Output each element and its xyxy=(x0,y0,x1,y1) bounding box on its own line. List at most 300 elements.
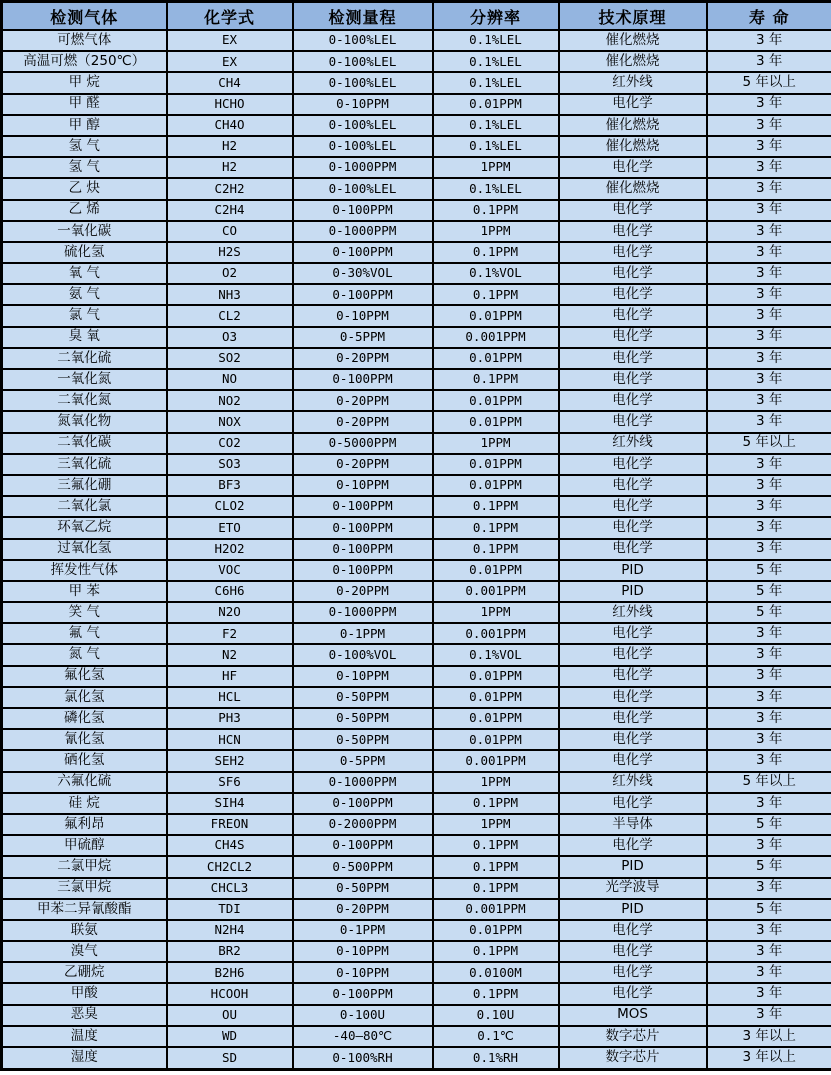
formula-cell: CLO2 xyxy=(167,496,293,517)
gas-name-cell: 氟化氢 xyxy=(2,666,167,687)
table-row xyxy=(2,30,831,51)
resolution-cell: 0.0100M xyxy=(433,962,559,983)
range-cell: 0-100PPM xyxy=(293,983,433,1004)
formula-cell: F2 xyxy=(167,623,293,644)
lifespan-cell: 5 年 xyxy=(707,581,831,602)
range-cell: 0-1PPM xyxy=(293,920,433,941)
principle-cell: 催化燃烧 xyxy=(559,30,707,51)
principle-cell: 电化学 xyxy=(559,348,707,369)
table-row xyxy=(2,1026,831,1047)
gas-name-cell: 二氧化氯 xyxy=(2,496,167,517)
range-cell: 0-500PPM xyxy=(293,856,433,877)
principle-cell: PID xyxy=(559,581,707,602)
range-cell: 0-100PPM xyxy=(293,242,433,263)
range-cell: 0-100PPM xyxy=(293,539,433,560)
range-cell: 0-1000PPM xyxy=(293,157,433,178)
resolution-cell: 0.01PPM xyxy=(433,729,559,750)
gas-name-cell: 甲 醛 xyxy=(2,94,167,115)
table-row xyxy=(2,750,831,771)
table-row xyxy=(2,157,831,178)
gas-name-cell: 硒化氢 xyxy=(2,750,167,771)
lifespan-cell: 3 年 xyxy=(707,242,831,263)
range-cell: 0-20PPM xyxy=(293,348,433,369)
principle-cell: 催化燃烧 xyxy=(559,178,707,199)
table-row xyxy=(2,835,831,856)
principle-cell: 电化学 xyxy=(559,157,707,178)
lifespan-cell: 3 年 xyxy=(707,136,831,157)
table-row xyxy=(2,941,831,962)
formula-cell: WD xyxy=(167,1026,293,1047)
principle-cell: 光学波导 xyxy=(559,878,707,899)
principle-cell: 电化学 xyxy=(559,496,707,517)
resolution-cell: 1PPM xyxy=(433,772,559,793)
table-row xyxy=(2,602,831,623)
formula-cell: H2 xyxy=(167,136,293,157)
lifespan-cell: 3 年 xyxy=(707,941,831,962)
principle-cell: 催化燃烧 xyxy=(559,51,707,72)
gas-name-cell: 硫化氢 xyxy=(2,242,167,263)
resolution-cell: 0.001PPM xyxy=(433,581,559,602)
table-row xyxy=(2,899,831,920)
lifespan-cell: 3 年 xyxy=(707,878,831,899)
principle-cell: 电化学 xyxy=(559,94,707,115)
resolution-cell: 0.01PPM xyxy=(433,305,559,326)
table-row xyxy=(2,348,831,369)
principle-cell: 电化学 xyxy=(559,687,707,708)
principle-cell: 电化学 xyxy=(559,983,707,1004)
header-row xyxy=(2,2,831,31)
lifespan-cell: 3 年 xyxy=(707,983,831,1004)
table-row xyxy=(2,1005,831,1026)
table-row xyxy=(2,856,831,877)
lifespan-cell: 5 年 xyxy=(707,899,831,920)
formula-cell: CH4 xyxy=(167,72,293,93)
gas-name-cell: 甲酸 xyxy=(2,983,167,1004)
gas-name-cell: 甲 苯 xyxy=(2,581,167,602)
gas-name-cell: 环氧乙烷 xyxy=(2,517,167,538)
range-cell: 0-100%LEL xyxy=(293,30,433,51)
lifespan-cell: 3 年 xyxy=(707,178,831,199)
table-row xyxy=(2,390,831,411)
lifespan-cell: 5 年 xyxy=(707,856,831,877)
principle-cell: 催化燃烧 xyxy=(559,115,707,136)
range-cell: 0-5PPM xyxy=(293,750,433,771)
resolution-cell: 0.01PPM xyxy=(433,454,559,475)
resolution-cell: 0.01PPM xyxy=(433,348,559,369)
gas-name-cell: 氧 气 xyxy=(2,263,167,284)
formula-cell: CH4O xyxy=(167,115,293,136)
range-cell: 0-10PPM xyxy=(293,475,433,496)
range-cell: 0-2000PPM xyxy=(293,814,433,835)
gas-name-cell: 氯化氢 xyxy=(2,687,167,708)
resolution-cell: 0.01PPM xyxy=(433,475,559,496)
gas-name-cell: 温度 xyxy=(2,1026,167,1047)
principle-cell: 电化学 xyxy=(559,835,707,856)
formula-cell: SO3 xyxy=(167,454,293,475)
gas-name-cell: 三氯甲烷 xyxy=(2,878,167,899)
range-cell: 0-20PPM xyxy=(293,411,433,432)
table-row xyxy=(2,581,831,602)
gas-name-cell: 氨 气 xyxy=(2,284,167,305)
resolution-cell: 0.01PPM xyxy=(433,687,559,708)
resolution-cell: 0.1PPM xyxy=(433,517,559,538)
gas-name-cell: 氯 气 xyxy=(2,305,167,326)
range-cell: 0-50PPM xyxy=(293,878,433,899)
gas-name-cell: 磷化氢 xyxy=(2,708,167,729)
lifespan-cell: 5 年 xyxy=(707,814,831,835)
table-row xyxy=(2,284,831,305)
principle-cell: 数字芯片 xyxy=(559,1026,707,1047)
table-row xyxy=(2,369,831,390)
lifespan-cell: 3 年 xyxy=(707,305,831,326)
principle-cell: 电化学 xyxy=(559,644,707,665)
lifespan-cell: 3 年 xyxy=(707,920,831,941)
table-row xyxy=(2,454,831,475)
principle-cell: PID xyxy=(559,899,707,920)
range-cell: 0-100%LEL xyxy=(293,136,433,157)
gas-name-cell: 乙 炔 xyxy=(2,178,167,199)
table-row xyxy=(2,666,831,687)
resolution-cell: 0.1PPM xyxy=(433,793,559,814)
lifespan-cell: 3 年 xyxy=(707,284,831,305)
gas-name-cell: 三氟化硼 xyxy=(2,475,167,496)
resolution-cell: 0.01PPM xyxy=(433,390,559,411)
resolution-cell: 0.001PPM xyxy=(433,750,559,771)
table-row xyxy=(2,517,831,538)
gas-name-cell: 挥发性气体 xyxy=(2,560,167,581)
resolution-cell: 0.01PPM xyxy=(433,920,559,941)
range-cell: 0-50PPM xyxy=(293,729,433,750)
table-row xyxy=(2,94,831,115)
resolution-cell: 0.1PPM xyxy=(433,983,559,1004)
gas-name-cell: 氮 气 xyxy=(2,644,167,665)
range-cell: 0-100%VOL xyxy=(293,644,433,665)
column-header-principle: 技术原理 xyxy=(559,2,707,31)
principle-cell: 电化学 xyxy=(559,263,707,284)
table-row xyxy=(2,729,831,750)
range-cell: 0-100%LEL xyxy=(293,115,433,136)
table-row xyxy=(2,962,831,983)
range-cell: 0-50PPM xyxy=(293,687,433,708)
resolution-cell: 0.1%LEL xyxy=(433,30,559,51)
formula-cell: HF xyxy=(167,666,293,687)
formula-cell: B2H6 xyxy=(167,962,293,983)
formula-cell: HCN xyxy=(167,729,293,750)
lifespan-cell: 3 年 xyxy=(707,708,831,729)
principle-cell: 电化学 xyxy=(559,539,707,560)
resolution-cell: 1PPM xyxy=(433,602,559,623)
lifespan-cell: 3 年 xyxy=(707,390,831,411)
range-cell: 0-10PPM xyxy=(293,941,433,962)
principle-cell: 电化学 xyxy=(559,475,707,496)
table-row xyxy=(2,814,831,835)
formula-cell: O2 xyxy=(167,263,293,284)
gas-name-cell: 溴气 xyxy=(2,941,167,962)
resolution-cell: 0.1PPM xyxy=(433,941,559,962)
gas-name-cell: 氢 气 xyxy=(2,157,167,178)
formula-cell: C6H6 xyxy=(167,581,293,602)
principle-cell: 电化学 xyxy=(559,666,707,687)
resolution-cell: 0.1PPM xyxy=(433,369,559,390)
resolution-cell: 1PPM xyxy=(433,433,559,454)
lifespan-cell: 3 年 xyxy=(707,369,831,390)
resolution-cell: 0.1PPM xyxy=(433,835,559,856)
lifespan-cell: 3 年 xyxy=(707,115,831,136)
resolution-cell: 0.1PPM xyxy=(433,539,559,560)
resolution-cell: 0.1%VOL xyxy=(433,263,559,284)
lifespan-cell: 3 年 xyxy=(707,1005,831,1026)
range-cell: 0-20PPM xyxy=(293,581,433,602)
lifespan-cell: 3 年 xyxy=(707,30,831,51)
formula-cell: VOC xyxy=(167,560,293,581)
resolution-cell: 0.1%VOL xyxy=(433,644,559,665)
lifespan-cell: 3 年 xyxy=(707,962,831,983)
principle-cell: 红外线 xyxy=(559,602,707,623)
gas-name-cell: 湿度 xyxy=(2,1047,167,1070)
principle-cell: 红外线 xyxy=(559,72,707,93)
formula-cell: SF6 xyxy=(167,772,293,793)
table-row xyxy=(2,878,831,899)
principle-cell: 电化学 xyxy=(559,242,707,263)
principle-cell: 电化学 xyxy=(559,284,707,305)
formula-cell: ETO xyxy=(167,517,293,538)
formula-cell: CL2 xyxy=(167,305,293,326)
gas-name-cell: 甲 醇 xyxy=(2,115,167,136)
gas-name-cell: 六氟化硫 xyxy=(2,772,167,793)
formula-cell: HCL xyxy=(167,687,293,708)
lifespan-cell: 3 年以上 xyxy=(707,1026,831,1047)
resolution-cell: 0.01PPM xyxy=(433,708,559,729)
formula-cell: TDI xyxy=(167,899,293,920)
gas-name-cell: 甲苯二异氰酸酯 xyxy=(2,899,167,920)
gas-name-cell: 二氯甲烷 xyxy=(2,856,167,877)
lifespan-cell: 3 年 xyxy=(707,348,831,369)
lifespan-cell: 3 年 xyxy=(707,454,831,475)
lifespan-cell: 3 年以上 xyxy=(707,1047,831,1070)
range-cell: 0-20PPM xyxy=(293,390,433,411)
lifespan-cell: 3 年 xyxy=(707,263,831,284)
lifespan-cell: 3 年 xyxy=(707,157,831,178)
lifespan-cell: 3 年 xyxy=(707,327,831,348)
gas-name-cell: 过氧化氢 xyxy=(2,539,167,560)
gas-name-cell: 一氧化碳 xyxy=(2,221,167,242)
range-cell: 0-100PPM xyxy=(293,793,433,814)
table-row xyxy=(2,496,831,517)
formula-cell: CH4S xyxy=(167,835,293,856)
range-cell: 0-100PPM xyxy=(293,369,433,390)
gas-name-cell: 笑 气 xyxy=(2,602,167,623)
principle-cell: 电化学 xyxy=(559,411,707,432)
range-cell: 0-100%LEL xyxy=(293,72,433,93)
range-cell: 0-20PPM xyxy=(293,899,433,920)
resolution-cell: 0.1%LEL xyxy=(433,72,559,93)
formula-cell: HCHO xyxy=(167,94,293,115)
lifespan-cell: 5 年 xyxy=(707,560,831,581)
gas-name-cell: 一氧化氮 xyxy=(2,369,167,390)
formula-cell: EX xyxy=(167,30,293,51)
resolution-cell: 1PPM xyxy=(433,221,559,242)
table-row xyxy=(2,136,831,157)
lifespan-cell: 3 年 xyxy=(707,793,831,814)
table-row xyxy=(2,623,831,644)
principle-cell: MOS xyxy=(559,1005,707,1026)
gas-name-cell: 三氧化硫 xyxy=(2,454,167,475)
principle-cell: 电化学 xyxy=(559,920,707,941)
range-cell: 0-100PPM xyxy=(293,835,433,856)
formula-cell: CHCL3 xyxy=(167,878,293,899)
resolution-cell: 0.001PPM xyxy=(433,899,559,920)
range-cell: 0-5PPM xyxy=(293,327,433,348)
gas-name-cell: 二氧化硫 xyxy=(2,348,167,369)
lifespan-cell: 3 年 xyxy=(707,623,831,644)
formula-cell: O3 xyxy=(167,327,293,348)
principle-cell: 催化燃烧 xyxy=(559,136,707,157)
principle-cell: 电化学 xyxy=(559,454,707,475)
lifespan-cell: 3 年 xyxy=(707,411,831,432)
resolution-cell: 0.01PPM xyxy=(433,666,559,687)
column-header-resolution: 分辨率 xyxy=(433,2,559,31)
range-cell: 0-10PPM xyxy=(293,305,433,326)
table-row xyxy=(2,200,831,221)
principle-cell: 红外线 xyxy=(559,433,707,454)
range-cell: 0-100PPM xyxy=(293,560,433,581)
formula-cell: NH3 xyxy=(167,284,293,305)
formula-cell: BR2 xyxy=(167,941,293,962)
lifespan-cell: 3 年 xyxy=(707,539,831,560)
principle-cell: PID xyxy=(559,560,707,581)
formula-cell: NO xyxy=(167,369,293,390)
formula-cell: H2O2 xyxy=(167,539,293,560)
column-header-gas: 检测气体 xyxy=(2,2,167,31)
resolution-cell: 0.1%LEL xyxy=(433,178,559,199)
formula-cell: FREON xyxy=(167,814,293,835)
table-row xyxy=(2,475,831,496)
range-cell: 0-30%VOL xyxy=(293,263,433,284)
lifespan-cell: 3 年 xyxy=(707,51,831,72)
principle-cell: 电化学 xyxy=(559,729,707,750)
gas-name-cell: 氟利昂 xyxy=(2,814,167,835)
range-cell: 0-5000PPM xyxy=(293,433,433,454)
range-cell: 0-100%LEL xyxy=(293,51,433,72)
resolution-cell: 0.01PPM xyxy=(433,411,559,432)
lifespan-cell: 3 年 xyxy=(707,729,831,750)
table-row xyxy=(2,560,831,581)
principle-cell: 电化学 xyxy=(559,221,707,242)
table-row xyxy=(2,793,831,814)
formula-cell: N2H4 xyxy=(167,920,293,941)
principle-cell: 电化学 xyxy=(559,623,707,644)
range-cell: 0-10PPM xyxy=(293,94,433,115)
lifespan-cell: 3 年 xyxy=(707,666,831,687)
gas-name-cell: 氮氧化物 xyxy=(2,411,167,432)
formula-cell: SD xyxy=(167,1047,293,1070)
gas-name-cell: 联氨 xyxy=(2,920,167,941)
lifespan-cell: 3 年 xyxy=(707,200,831,221)
range-cell: 0-10PPM xyxy=(293,962,433,983)
range-cell: 0-50PPM xyxy=(293,708,433,729)
table-row xyxy=(2,327,831,348)
formula-cell: CH2CL2 xyxy=(167,856,293,877)
range-cell: 0-100%RH xyxy=(293,1047,433,1070)
formula-cell: NO2 xyxy=(167,390,293,411)
range-cell: 0-1PPM xyxy=(293,623,433,644)
range-cell: 0-10PPM xyxy=(293,666,433,687)
formula-cell: OU xyxy=(167,1005,293,1026)
lifespan-cell: 3 年 xyxy=(707,496,831,517)
lifespan-cell: 5 年 xyxy=(707,602,831,623)
lifespan-cell: 3 年 xyxy=(707,94,831,115)
table-row xyxy=(2,72,831,93)
gas-name-cell: 乙 烯 xyxy=(2,200,167,221)
principle-cell: 电化学 xyxy=(559,962,707,983)
principle-cell: 电化学 xyxy=(559,750,707,771)
formula-cell: HCOOH xyxy=(167,983,293,1004)
lifespan-cell: 3 年 xyxy=(707,750,831,771)
table-row xyxy=(2,920,831,941)
range-cell: 0-1000PPM xyxy=(293,221,433,242)
table-row xyxy=(2,539,831,560)
range-cell: 0-100PPM xyxy=(293,496,433,517)
resolution-cell: 0.1%LEL xyxy=(433,51,559,72)
lifespan-cell: 3 年 xyxy=(707,687,831,708)
principle-cell: 电化学 xyxy=(559,305,707,326)
principle-cell: 电化学 xyxy=(559,369,707,390)
resolution-cell: 1PPM xyxy=(433,814,559,835)
lifespan-cell: 5 年以上 xyxy=(707,772,831,793)
principle-cell: 电化学 xyxy=(559,390,707,411)
formula-cell: SO2 xyxy=(167,348,293,369)
gas-name-cell: 可燃气体 xyxy=(2,30,167,51)
resolution-cell: 0.1PPM xyxy=(433,200,559,221)
principle-cell: 红外线 xyxy=(559,772,707,793)
table-row xyxy=(2,708,831,729)
range-cell: 0-100PPM xyxy=(293,200,433,221)
gas-name-cell: 二氧化氮 xyxy=(2,390,167,411)
range-cell: -40—80℃ xyxy=(293,1026,433,1047)
gas-name-cell: 氢 气 xyxy=(2,136,167,157)
table-row xyxy=(2,772,831,793)
resolution-cell: 0.01PPM xyxy=(433,560,559,581)
resolution-cell: 0.1PPM xyxy=(433,284,559,305)
lifespan-cell: 3 年 xyxy=(707,835,831,856)
lifespan-cell: 3 年 xyxy=(707,517,831,538)
column-header-lifespan: 寿 命 xyxy=(707,2,831,31)
table-row xyxy=(2,263,831,284)
range-cell: 0-100%LEL xyxy=(293,178,433,199)
resolution-cell: 0.01PPM xyxy=(433,94,559,115)
gas-name-cell: 氰化氢 xyxy=(2,729,167,750)
gas-name-cell: 硅 烷 xyxy=(2,793,167,814)
formula-cell: C2H2 xyxy=(167,178,293,199)
formula-cell: BF3 xyxy=(167,475,293,496)
table-row xyxy=(2,644,831,665)
formula-cell: H2 xyxy=(167,157,293,178)
lifespan-cell: 5 年以上 xyxy=(707,72,831,93)
resolution-cell: 0.1PPM xyxy=(433,856,559,877)
range-cell: 0-20PPM xyxy=(293,454,433,475)
lifespan-cell: 3 年 xyxy=(707,475,831,496)
resolution-cell: 0.10U xyxy=(433,1005,559,1026)
gas-name-cell: 二氧化碳 xyxy=(2,433,167,454)
principle-cell: 电化学 xyxy=(559,708,707,729)
formula-cell: PH3 xyxy=(167,708,293,729)
formula-cell: CO xyxy=(167,221,293,242)
principle-cell: 半导体 xyxy=(559,814,707,835)
gas-name-cell: 乙硼烷 xyxy=(2,962,167,983)
gas-name-cell: 恶臭 xyxy=(2,1005,167,1026)
table-row xyxy=(2,51,831,72)
formula-cell: SEH2 xyxy=(167,750,293,771)
